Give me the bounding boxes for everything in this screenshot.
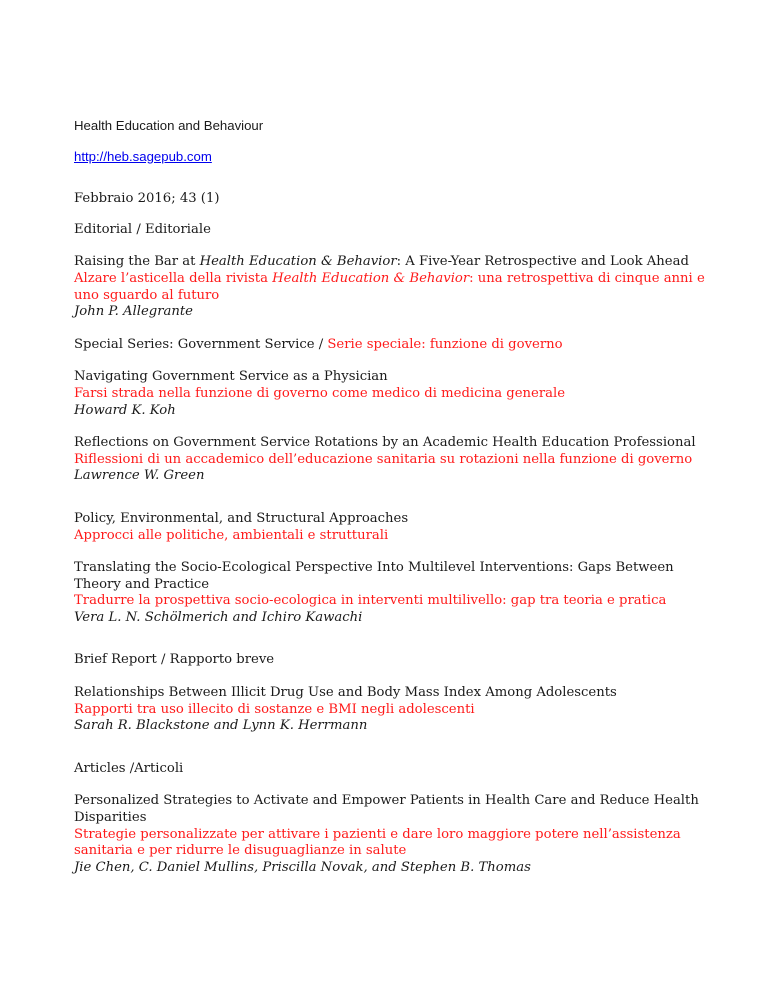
article-title: Navigating Government Service as a Physician [74,369,388,385]
article-title-italian: Farsi strada nella funzione di governo come medico di medicina generale [74,385,566,401]
article-authors: Lawrence W. Green [74,468,205,484]
section-policy-title: Policy, Environmental, and Structural Approaches [74,510,409,526]
article-title-italian: Rapporti tra uso illecito di sostanze e BMI negli adolescenti [74,701,475,717]
article-entry [74,560,714,626]
article-title-italian: Strategie personalizzate per attivare i pazienti e dare loro maggiore potere nell’assistenza sanitaria e per ridurre le disuguaglianze in salute [74,826,681,859]
journal-link-line [74,149,714,166]
section-articles: Articles /Articoli [74,760,184,776]
article-entry [74,254,714,320]
section-policy-title-italian: Approcci alle politiche, ambientali e strutturali [74,527,389,543]
article-authors: John P. Allegrante [74,304,193,320]
section-special-series: Special Series: Government Service / Serie speciale: funzione di governo [74,336,563,352]
article-entry [74,793,714,876]
issue-date: Febbraio 2016; 43 (1) [74,191,220,207]
article-entry [74,685,714,735]
section-policy [74,511,714,544]
article-title: Reflections on Government Service Rotations by an Academic Health Education Professional [74,435,696,451]
article-title-italian: Tradurre la prospettiva socio-ecologica in interventi multilivello: gap tra teoria e pratica [74,593,667,609]
article-title: Translating the Socio-Ecological Perspective Into Multilevel Interventions: Gaps Between Theory and Practice [74,560,674,592]
article-entry [74,369,714,419]
article-title: Raising the Bar at Health Education & Behavior: A Five-Year Retrospective and Look Ahead [74,254,689,270]
article-title-italian: Alzare l’asticella della rivista Health Education & Behavior: una retrospettiva di cinque anni e uno sguardo al futuro [74,270,705,303]
article-authors: Jie Chen, C. Daniel Mullins, Priscilla Novak, and Stephen B. Thomas [74,859,531,875]
article-authors: Sarah R. Blackstone and Lynn K. Herrmann [74,718,368,734]
journal-title: Health Education and Behaviour [74,118,264,133]
article-title: Relationships Between Illicit Drug Use and Body Mass Index Among Adolescents [74,685,617,701]
article-title: Personalized Strategies to Activate and Empower Patients in Health Care and Reduce Health Disparities [74,793,699,826]
article-title-italian: Riflessioni di un accademico dell’educazione sanitaria su rotazioni nella funzione di governo [74,451,693,467]
section-editorial: Editorial / Editoriale [74,221,211,237]
article-authors: Howard K. Koh [74,402,176,418]
article-entry [74,435,714,485]
document-page [74,118,714,876]
article-authors: Vera L. N. Schölmerich and Ichiro Kawachi [74,609,363,625]
section-brief-report: Brief Report / Rapporto breve [74,652,275,668]
journal-url-link[interactable]: http://heb.sagepub.com [74,148,212,164]
